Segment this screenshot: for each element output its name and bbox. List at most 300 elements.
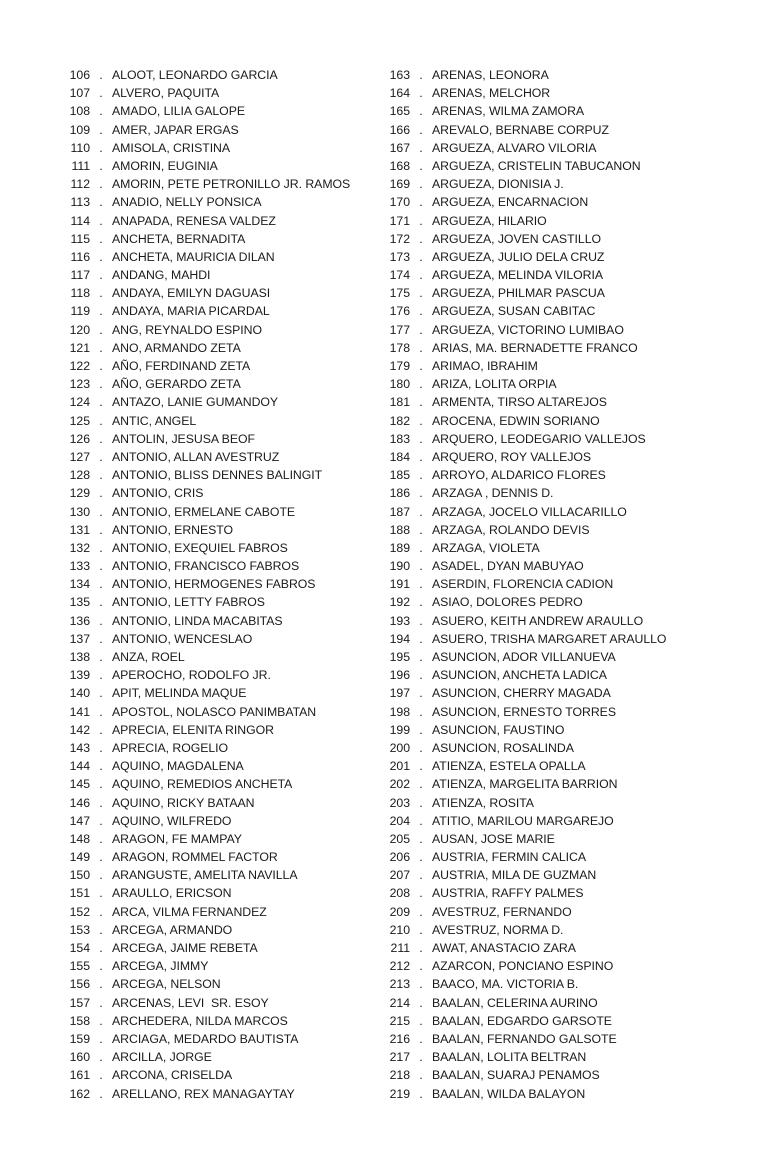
- voter-entry-row: [377, 393, 717, 411]
- voter-entry-separator: .: [99, 1068, 103, 1083]
- voter-entry-name: BAALAN, WILDA BALAYON: [432, 1086, 586, 1101]
- voter-entry-row: [57, 521, 377, 539]
- voter-entry-number: 177: [389, 322, 410, 337]
- voter-entry-number: 116: [70, 249, 90, 264]
- voter-entry-separator: .: [99, 340, 103, 355]
- voter-entry-separator: .: [419, 868, 423, 883]
- voter-entry-name: ANDAYA, EMILYN DAGUASI: [112, 286, 271, 301]
- voter-entry-number: 135: [69, 595, 90, 610]
- voter-entry-separator: .: [419, 286, 423, 301]
- voter-entry-number: 146: [69, 795, 90, 810]
- voter-entry-number: 118: [70, 286, 90, 301]
- voter-entry-number: 127: [69, 449, 90, 464]
- voter-entry-row: [57, 375, 377, 393]
- voter-entry-number: 117: [70, 268, 90, 283]
- voter-entry-number: 176: [389, 304, 410, 319]
- voter-entry-separator: .: [99, 322, 103, 337]
- voter-entry-name: ANTONIO, LINDA MACABITAS: [112, 613, 283, 628]
- voter-entry-number: 158: [69, 1013, 90, 1028]
- voter-entry-row: [377, 521, 717, 539]
- voter-entry-row: [57, 866, 377, 884]
- voter-entry-name: ARCA, VILMA FERNANDEZ: [112, 904, 267, 919]
- voter-entry-number: 172: [389, 231, 410, 246]
- voter-entry-number: 178: [389, 340, 410, 355]
- voter-entry-row: [57, 393, 377, 411]
- voter-entry-name: AMADO, LILIA GALOPE: [112, 104, 246, 119]
- voter-entry-number: 195: [389, 650, 410, 664]
- voter-entry-name: ARAGON, FE MAMPAY: [112, 831, 242, 846]
- voter-entry-row: [57, 357, 377, 375]
- voter-entry-name: ANTONIO, ERNESTO: [112, 522, 234, 537]
- voter-entry-number: 189: [389, 540, 410, 555]
- voter-entry-name: ATITIO, MARILOU MARGAREJO: [432, 813, 614, 828]
- voter-entry-row: [57, 321, 377, 339]
- voter-entry-row: [377, 975, 717, 993]
- voter-entry-row: [57, 903, 377, 921]
- voter-entry-number: 113: [70, 195, 90, 210]
- voter-entry-separator: .: [99, 140, 103, 155]
- voter-entry-row: [57, 430, 377, 448]
- voter-entry-number: 191: [389, 577, 410, 592]
- voter-entry-row: [377, 430, 717, 448]
- voter-entry-number: 156: [69, 977, 90, 992]
- voter-entry-row: [57, 84, 377, 102]
- voter-entry-separator: .: [419, 886, 423, 901]
- voter-entry-separator: .: [419, 140, 423, 155]
- voter-entry-number: 205: [389, 831, 410, 846]
- voter-entry-name: ATIENZA, ESTELA OPALLA: [432, 759, 586, 774]
- voter-entry-separator: .: [419, 304, 423, 319]
- voter-entry-name: ARCILLA, JORGE: [112, 1050, 212, 1065]
- voter-entry-separator: .: [99, 540, 103, 555]
- voter-entry-row: [377, 794, 717, 812]
- voter-entry-row: [57, 1012, 377, 1030]
- voter-entry-number: 143: [69, 740, 90, 755]
- voter-entry-number: 171: [389, 213, 410, 228]
- voter-entry-row: [57, 66, 377, 84]
- voter-entry-separator: .: [99, 468, 103, 483]
- voter-entry-name: ARROYO, ALDARICO FLORES: [432, 468, 606, 483]
- voter-entry-name: AMISOLA, CRISTINA: [112, 140, 231, 155]
- voter-entry-name: ANTIC, ANGEL: [112, 413, 197, 428]
- voter-entry-row: [377, 357, 717, 375]
- voter-entry-name: AWAT, ANASTACIO ZARA: [432, 941, 576, 955]
- voter-entry-number: 126: [69, 431, 90, 446]
- voter-entry-row: [377, 66, 717, 84]
- voter-entry-number: 129: [69, 486, 90, 501]
- voter-entry-name: ARGUEZA, MELINDA VILORIA: [432, 268, 603, 283]
- voter-entry-name: ASUNCION, ANCHETA LADICA: [432, 668, 607, 683]
- voter-entry-row: [57, 757, 377, 775]
- voter-entry-row: [57, 684, 377, 702]
- voter-entry-name: AUSTRIA, MILA DE GUZMAN: [432, 868, 597, 883]
- voter-entry-name: ASUERO, TRISHA MARGARET ARAULLO: [432, 631, 667, 646]
- voter-entry-row: [377, 866, 717, 884]
- voter-entry-separator: .: [419, 468, 423, 483]
- voter-entry-row: [377, 757, 717, 775]
- voter-entry-row: [57, 1066, 377, 1084]
- voter-entry-separator: .: [419, 813, 423, 828]
- voter-entry-name: AQUINO, WILFREDO: [112, 813, 232, 828]
- voter-entry-row: [377, 448, 717, 466]
- voter-entry-row: [377, 575, 717, 593]
- voter-entry-row: [377, 848, 717, 866]
- voter-entry-name: ARENAS, WILMA ZAMORA: [432, 104, 585, 119]
- voter-entry-number: 107: [69, 86, 90, 101]
- voter-entry-separator: .: [419, 1050, 423, 1065]
- voter-entry-row: [57, 575, 377, 593]
- voter-entry-separator: .: [99, 813, 103, 828]
- voter-entry-separator: .: [99, 995, 103, 1010]
- voter-entry-separator: .: [99, 504, 103, 519]
- voter-entry-name: ANTONIO, FRANCISCO FABROS: [112, 559, 300, 574]
- voter-entry-number: 140: [69, 686, 90, 701]
- voter-entry-number: 173: [389, 249, 410, 264]
- voter-entry-name: ANG, REYNALDO ESPINO: [112, 322, 263, 337]
- voter-entry-row: [57, 212, 377, 230]
- voter-entry-separator: .: [99, 977, 103, 992]
- voter-entry-number: 130: [69, 504, 90, 519]
- voter-entry-row: [377, 193, 717, 211]
- voter-entry-number: 175: [389, 286, 410, 301]
- voter-entry-name: ANZA, ROEL: [112, 650, 185, 664]
- voter-entry-name: ANTONIO, ERMELANE CABOTE: [112, 504, 296, 519]
- voter-entry-number: 115: [70, 231, 90, 246]
- voter-entry-separator: .: [419, 631, 423, 646]
- voter-entry-separator: .: [419, 795, 423, 810]
- voter-entry-name: AQUINO, RICKY BATAAN: [112, 795, 255, 810]
- voter-entry-row: [377, 466, 717, 484]
- voter-list-columns: [0, 66, 768, 1103]
- voter-entry-number: 183: [389, 431, 410, 446]
- voter-entry-number: 214: [389, 995, 410, 1010]
- voter-entry-separator: .: [419, 377, 423, 392]
- voter-entry-number: 149: [69, 850, 90, 865]
- voter-entry-name: BAALAN, SUARAJ PENAMOS: [432, 1068, 600, 1083]
- voter-entry-number: 141: [69, 704, 90, 719]
- voter-entry-number: 131: [69, 522, 90, 537]
- voter-entry-separator: .: [419, 777, 423, 792]
- voter-entry-row: [57, 648, 377, 666]
- voter-entry-row: [377, 539, 717, 557]
- voter-entry-row: [377, 175, 717, 193]
- voter-entry-name: AÑO, GERARDO ZETA: [112, 377, 241, 392]
- voter-entry-name: ANDAYA, MARIA PICARDAL: [112, 304, 270, 319]
- voter-entry-name: ANTONIO, WENCESLAO: [112, 631, 253, 646]
- voter-entry-name: ASUERO, KEITH ANDREW ARAULLO: [432, 613, 644, 628]
- voter-entry-row: [377, 503, 717, 521]
- voter-entry-row: [377, 266, 717, 284]
- voter-entry-name: ANTONIO, HERMOGENES FABROS: [112, 577, 316, 592]
- voter-entry-name: ASERDIN, FLORENCIA CADION: [432, 577, 614, 592]
- voter-entry-row: [57, 248, 377, 266]
- voter-entry-number: 212: [389, 959, 410, 974]
- voter-entry-number: 187: [389, 504, 410, 519]
- voter-entry-separator: .: [99, 377, 103, 392]
- voter-entry-separator: .: [419, 104, 423, 119]
- voter-entry-number: 138: [69, 650, 90, 664]
- voter-entry-name: APRECIA, ROGELIO: [112, 740, 229, 755]
- voter-entry-name: AMORIN, EUGINIA: [112, 158, 218, 173]
- voter-entry-separator: .: [419, 86, 423, 101]
- voter-entry-name: ARGUEZA, PHILMAR PASCUA: [432, 286, 605, 301]
- voter-entry-name: ARCENAS, LEVI SR. ESOY: [112, 995, 269, 1010]
- voter-entry-name: ASUNCION, CHERRY MAGADA: [432, 686, 611, 701]
- voter-entry-name: ANCHETA, MAURICIA DILAN: [112, 249, 275, 264]
- voter-entry-row: [377, 302, 717, 320]
- voter-entry-number: 198: [389, 704, 410, 719]
- voter-entry-name: ARANGUSTE, AMELITA NAVILLA: [112, 868, 298, 883]
- voter-entry-separator: .: [419, 922, 423, 937]
- voter-entry-separator: .: [419, 1068, 423, 1083]
- voter-entry-name: APOSTOL, NOLASCO PANIMBATAN: [112, 704, 317, 719]
- voter-entry-number: 206: [389, 850, 410, 865]
- voter-entry-name: ANTONIO, CRIS: [112, 486, 204, 501]
- voter-entry-separator: .: [419, 449, 423, 464]
- voter-entry-number: 137: [69, 631, 90, 646]
- voter-entry-name: APRECIA, ELENITA RINGOR: [112, 722, 274, 737]
- voter-entry-separator: .: [99, 631, 103, 646]
- voter-entry-number: 186: [389, 486, 410, 501]
- voter-entry-number: 136: [69, 613, 90, 628]
- voter-entry-row: [57, 157, 377, 175]
- voter-entry-separator: .: [419, 831, 423, 846]
- voter-entry-separator: .: [99, 413, 103, 428]
- voter-entry-number: 153: [69, 922, 90, 937]
- voter-entry-name: ANTONIO, EXEQUIEL FABROS: [112, 540, 288, 555]
- voter-entry-number: 181: [389, 395, 410, 410]
- voter-entry-name: ARZAGA, ROLANDO DEVIS: [432, 522, 590, 537]
- voter-entry-number: 120: [69, 322, 90, 337]
- voter-entry-row: [377, 903, 717, 921]
- voter-entry-row: [57, 139, 377, 157]
- voter-entry-name: ASUNCION, ROSALINDA: [432, 740, 574, 755]
- voter-entry-name: ANO, ARMANDO ZETA: [112, 340, 241, 355]
- voter-entry-separator: .: [419, 359, 423, 373]
- voter-entry-row: [377, 212, 717, 230]
- voter-entry-name: ARQUERO, LEODEGARIO VALLEJOS: [432, 431, 646, 446]
- voter-entry-name: ARGUEZA, VICTORINO LUMIBAO: [432, 322, 624, 337]
- voter-entry-name: ARMENTA, TIRSO ALTAREJOS: [432, 395, 607, 410]
- voter-entry-row: [377, 375, 717, 393]
- voter-entry-number: 154: [69, 941, 90, 955]
- voter-entry-row: [57, 175, 377, 193]
- voter-entry-separator: .: [419, 431, 423, 446]
- voter-entry-separator: .: [99, 359, 103, 373]
- voter-entry-name: AMORIN, PETE PETRONILLO JR. RAMOS: [112, 177, 351, 192]
- voter-entry-name: BAALAN, EDGARDO GARSOTE: [432, 1013, 612, 1028]
- voter-entry-separator: .: [419, 195, 423, 210]
- voter-entry-separator: .: [419, 395, 423, 410]
- voter-entry-number: 111: [71, 158, 90, 173]
- voter-entry-name: AUSTRIA, RAFFY PALMES: [432, 886, 584, 901]
- voter-entry-separator: .: [99, 104, 103, 119]
- voter-entry-number: 124: [69, 395, 90, 410]
- voter-entry-row: [377, 939, 717, 957]
- voter-entry-row: [57, 884, 377, 902]
- voter-entry-name: ANCHETA, BERNADITA: [112, 231, 246, 246]
- voter-entry-name: ARENAS, MELCHOR: [432, 86, 551, 101]
- voter-entry-separator: .: [419, 413, 423, 428]
- voter-entry-row: [377, 484, 717, 502]
- voter-entry-name: ANTOLIN, JESUSA BEOF: [112, 431, 255, 446]
- voter-entry-separator: .: [99, 559, 103, 574]
- voter-entry-number: 123: [69, 377, 90, 392]
- voter-entry-number: 160: [69, 1050, 90, 1065]
- voter-entry-number: 174: [389, 268, 410, 283]
- voter-entry-name: ALVERO, PAQUITA: [112, 86, 220, 101]
- voter-entry-name: ALOOT, LEONARDO GARCIA: [112, 68, 278, 82]
- voter-entry-separator: .: [419, 340, 423, 355]
- voter-entry-row: [57, 503, 377, 521]
- voter-entry-row: [377, 1085, 717, 1103]
- voter-entry-separator: .: [419, 959, 423, 974]
- voter-entry-separator: .: [419, 122, 423, 137]
- voter-entry-name: AROCENA, EDWIN SORIANO: [432, 413, 600, 428]
- voter-entry-separator: .: [419, 268, 423, 283]
- voter-entry-separator: .: [419, 704, 423, 719]
- voter-entry-name: ARCEGA, JAIME REBETA: [112, 941, 258, 955]
- voter-entry-number: 213: [389, 977, 410, 992]
- voter-entry-row: [57, 302, 377, 320]
- voter-entry-separator: .: [99, 522, 103, 537]
- voter-entry-separator: .: [419, 904, 423, 919]
- voter-entry-name: ATIENZA, ROSITA: [432, 795, 534, 810]
- voter-entry-name: AZARCON, PONCIANO ESPINO: [432, 959, 614, 974]
- voter-entry-name: BAALAN, CELERINA AURINO: [432, 995, 598, 1010]
- voter-entry-separator: .: [419, 486, 423, 501]
- voter-entry-number: 121: [69, 340, 90, 355]
- voter-entry-name: ARELLANO, REX MANAGAYTAY: [112, 1086, 295, 1101]
- voter-entry-separator: .: [419, 322, 423, 337]
- voter-entry-number: 132: [69, 540, 90, 555]
- voter-entry-number: 162: [69, 1086, 90, 1101]
- voter-entry-separator: .: [99, 1013, 103, 1028]
- voter-entry-row: [57, 466, 377, 484]
- voter-entry-row: [377, 994, 717, 1012]
- voter-entry-row: [57, 1030, 377, 1048]
- voter-entry-name: AUSAN, JOSE MARIE: [432, 831, 555, 846]
- voter-entry-number: 133: [69, 559, 90, 574]
- voter-entry-row: [377, 139, 717, 157]
- voter-entry-name: ARCEGA, ARMANDO: [112, 922, 233, 937]
- voter-entry-name: AQUINO, MAGDALENA: [112, 759, 244, 774]
- voter-entry-separator: .: [99, 158, 103, 173]
- voter-entry-row: [377, 412, 717, 430]
- voter-entry-row: [57, 630, 377, 648]
- voter-entry-separator: .: [419, 68, 423, 82]
- voter-entry-row: [57, 193, 377, 211]
- voter-entry-number: 147: [69, 813, 90, 828]
- voter-entry-number: 148: [69, 831, 90, 846]
- voter-entry-name: ARIZA, LOLITA ORPIA: [432, 377, 557, 392]
- voter-entry-separator: .: [419, 522, 423, 537]
- voter-entry-row: [377, 1030, 717, 1048]
- voter-entry-name: ARCEGA, NELSON: [112, 977, 221, 992]
- voter-entry-separator: .: [99, 686, 103, 701]
- voter-entry-number: 108: [69, 104, 90, 119]
- voter-entry-number: 170: [389, 195, 410, 210]
- voter-entry-row: [377, 557, 717, 575]
- voter-entry-name: ARGUEZA, SUSAN CABITAC: [432, 304, 596, 319]
- voter-entry-number: 119: [70, 304, 90, 319]
- voter-entry-row: [377, 775, 717, 793]
- voter-entry-row: [377, 1066, 717, 1084]
- voter-entry-row: [377, 921, 717, 939]
- voter-entry-separator: .: [99, 904, 103, 919]
- voter-entry-name: ARGUEZA, DIONISIA J.: [432, 177, 564, 192]
- voter-entry-name: ASUNCION, FAUSTINO: [432, 722, 565, 737]
- voter-entry-separator: .: [419, 941, 423, 955]
- voter-entry-number: 182: [389, 413, 410, 428]
- voter-entry-row: [57, 121, 377, 139]
- voter-entry-name: ARGUEZA, JOVEN CASTILLO: [432, 231, 601, 246]
- voter-entry-name: ARZAGA, JOCELO VILLACARILLO: [432, 504, 627, 519]
- voter-entry-row: [377, 1012, 717, 1030]
- voter-entry-separator: .: [99, 431, 103, 446]
- voter-entry-number: 185: [389, 468, 410, 483]
- voter-entry-number: 209: [389, 904, 410, 919]
- voter-entry-name: ASUNCION, ADOR VILLANUEVA: [432, 650, 616, 664]
- voter-entry-row: [377, 739, 717, 757]
- voter-entry-name: ATIENZA, MARGELITA BARRION: [432, 777, 618, 792]
- voter-entry-separator: .: [99, 1050, 103, 1065]
- voter-entry-separator: .: [419, 613, 423, 628]
- voter-entry-number: 152: [69, 904, 90, 919]
- voter-entry-number: 166: [389, 122, 410, 137]
- voter-entry-separator: .: [419, 540, 423, 555]
- voter-entry-name: APEROCHO, RODOLFO JR.: [112, 668, 271, 683]
- voter-entry-separator: .: [99, 486, 103, 501]
- voter-entry-separator: .: [99, 704, 103, 719]
- voter-entry-number: 208: [389, 886, 410, 901]
- voter-entry-row: [377, 648, 717, 666]
- voter-entry-row: [57, 266, 377, 284]
- voter-entry-row: [57, 975, 377, 993]
- voter-entry-row: [377, 102, 717, 120]
- voter-entry-number: 122: [69, 359, 90, 373]
- voter-entry-separator: .: [99, 922, 103, 937]
- voter-entry-name: BAALAN, FERNANDO GALSOTE: [432, 1031, 617, 1046]
- voter-entry-number: 216: [389, 1031, 410, 1046]
- voter-entry-number: 197: [389, 686, 410, 701]
- voter-entry-number: 144: [69, 759, 90, 774]
- voter-entry-row: [377, 593, 717, 611]
- voter-entry-separator: .: [419, 686, 423, 701]
- voter-entry-row: [377, 321, 717, 339]
- voter-entry-separator: .: [419, 668, 423, 683]
- voter-entry-separator: .: [419, 995, 423, 1010]
- voter-entry-separator: .: [419, 977, 423, 992]
- voter-entry-name: ARZAGA , DENNIS D.: [432, 486, 554, 501]
- voter-entry-row: [57, 848, 377, 866]
- voter-entry-separator: .: [99, 941, 103, 955]
- voter-entry-number: 211: [390, 941, 410, 955]
- voter-entry-row: [57, 957, 377, 975]
- voter-entry-separator: .: [99, 740, 103, 755]
- voter-entry-separator: .: [99, 177, 103, 192]
- voter-entry-row: [57, 994, 377, 1012]
- voter-entry-name: ANADIO, NELLY PONSICA: [112, 195, 262, 210]
- voter-entry-number: 114: [70, 213, 90, 228]
- voter-entry-name: ARGUEZA, ENCARNACION: [432, 195, 589, 210]
- voter-entry-row: [377, 830, 717, 848]
- voter-entry-number: 190: [389, 559, 410, 574]
- voter-entry-row: [57, 721, 377, 739]
- voter-entry-number: 199: [389, 722, 410, 737]
- voter-entry-number: 145: [69, 777, 90, 792]
- voter-entry-separator: .: [99, 577, 103, 592]
